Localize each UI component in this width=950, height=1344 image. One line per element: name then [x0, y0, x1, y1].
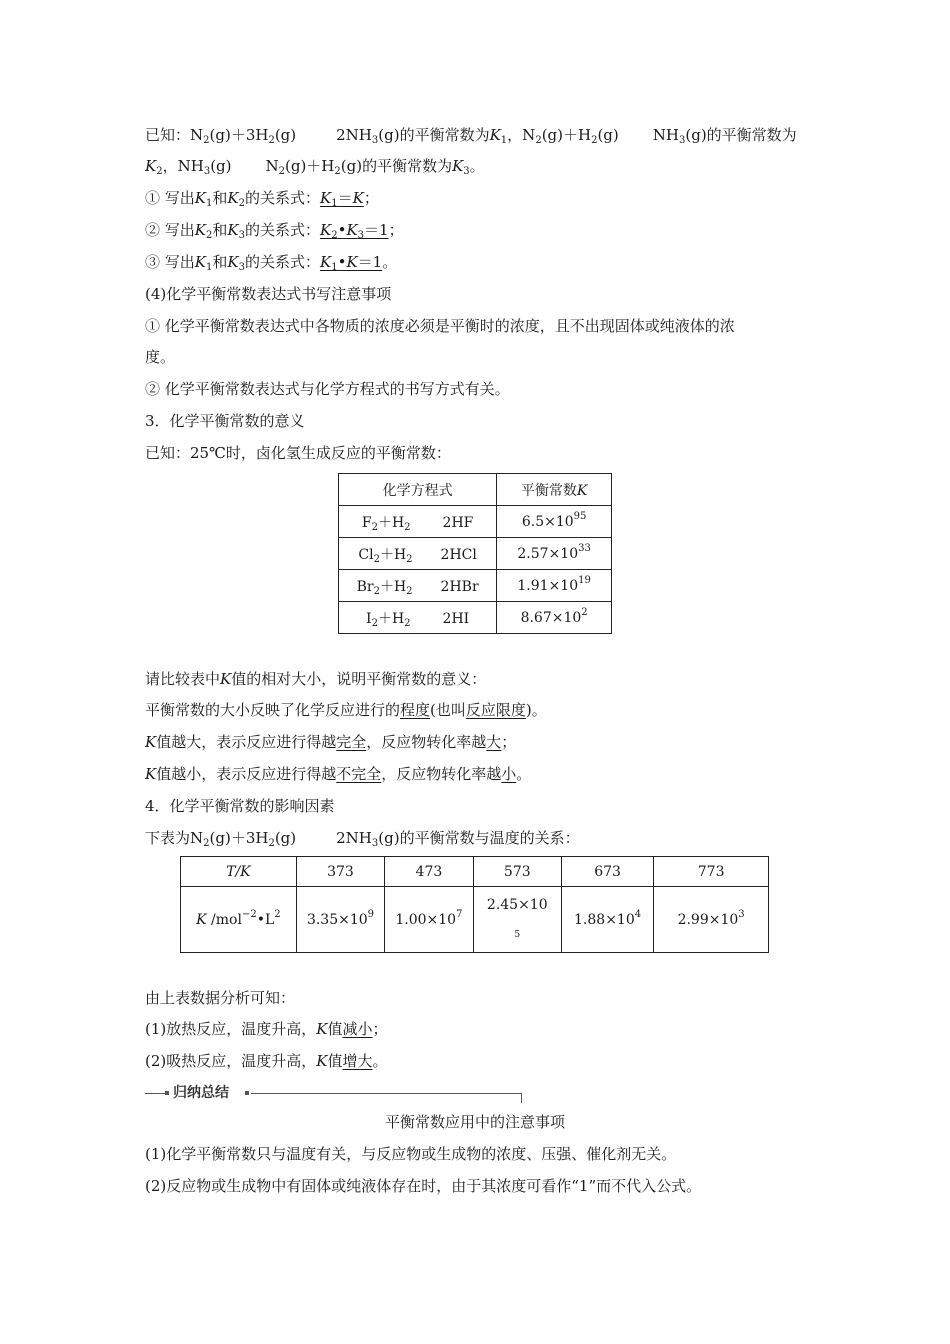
- text-line: 请比较表中K值的相对大小，说明平衡常数的意义：: [145, 670, 487, 688]
- table-header: 473: [385, 857, 473, 887]
- text-line: K值越小，表示反应进行得越不完全，反应物转化率越小。: [145, 765, 532, 783]
- halide-equilibrium-table: [338, 473, 612, 634]
- divider: [521, 1093, 522, 1103]
- text-line: (2)反应物或生成物中有固体或纯液体存在时，由于其浓度可看作“1”而不代入公式。: [145, 1177, 702, 1195]
- table-cell: $Br_2+H_2$ 2HBr: [339, 570, 497, 602]
- divider: [251, 1093, 521, 1094]
- text-line: ③ 写出$K_1$和$K_3$的关系式：$K_1•K=1$。: [145, 253, 398, 273]
- table-header: 373: [296, 857, 384, 887]
- divider: [145, 1093, 167, 1094]
- text-line: ① 化学平衡常数表达式中各物质的浓度必须是平衡时的浓度，且不出现固体或纯液体的浓: [145, 317, 735, 335]
- text-line: K值越大，表示反应进行得越完全，反应物转化率越大；: [145, 733, 517, 751]
- table-cell: $I_2+H_2$ 2HI: [339, 602, 497, 634]
- section-heading: 4．化学平衡常数的影响因素: [145, 797, 335, 815]
- table-cell: $2.99\times 10^3$: [654, 887, 769, 953]
- text-line: 度。: [145, 348, 176, 366]
- text-line: ② 化学平衡常数表达式与化学方程式的书写方式有关。: [145, 380, 510, 398]
- table-cell: $1.00\times 10^7$: [385, 887, 473, 953]
- table-cell: K $/mol^{-2}•L^2$: [181, 887, 297, 953]
- text-line: $K_2$，$NH_3(g)$ $N_2(g)+H_2(g)$的平衡常数为$K_3$。: [145, 157, 485, 177]
- table-cell: $8.67\times 10^2$: [497, 602, 612, 634]
- section-heading: (4)化学平衡常数表达式书写注意事项: [145, 285, 392, 303]
- table-row: [339, 538, 612, 570]
- text-line: 已知：$N_2(g)+3H_2(g)$ $2NH_3(g)$的平衡常数为$K_1$，$N_2(g)+H_2(g)$ $NH_3(g)$的平衡常数为: [145, 126, 797, 146]
- table-cell: $1.88\times 10^4$: [561, 887, 653, 953]
- table-header: 化学方程式: [339, 474, 497, 506]
- text-line: 已知：25℃时，卤化氢生成反应的平衡常数：: [145, 444, 451, 462]
- text-line: (2)吸热反应，温度升高，K值增大。: [145, 1052, 388, 1070]
- table-cell: $3.35\times 10^9$: [296, 887, 384, 953]
- table-cell: $Cl_2+H_2$ 2HCl: [339, 538, 497, 570]
- table-header: 573: [473, 857, 561, 887]
- table-row: [339, 602, 612, 634]
- table-header: 673: [561, 857, 653, 887]
- table-header: 773: [654, 857, 769, 887]
- summary-header: [145, 1086, 525, 1106]
- temperature-k-table: [180, 856, 769, 953]
- table-cell: $1.91\times 10^{19}$: [497, 570, 612, 602]
- text-line: ② 写出$K_2$和$K_3$的关系式：$K_2•K_3=1$；: [145, 221, 404, 241]
- table-cell: $2.57\times 10^{33}$: [497, 538, 612, 570]
- table-cell: 2.45×10 5: [473, 887, 561, 953]
- text-line: ① 写出$K_1$和$K_2$的关系式：$K_1=K$；: [145, 189, 379, 209]
- table-header: T/K: [181, 857, 297, 887]
- bullet-dot-icon: [165, 1091, 169, 1095]
- table-row: [339, 506, 612, 538]
- text-line: (1)放热反应，温度升高，K值减小；: [145, 1020, 388, 1038]
- section-heading: 3．化学平衡常数的意义: [145, 412, 305, 430]
- summary-title: 平衡常数应用中的注意事项: [384, 1113, 565, 1131]
- bullet-dot-icon: [245, 1091, 249, 1095]
- table-row: [339, 570, 612, 602]
- table-header: 平衡常数K: [497, 474, 612, 506]
- table-cell: $F_2+H_2$ 2HF: [339, 506, 497, 538]
- summary-label: 归纳总结: [173, 1085, 229, 1101]
- table-row: [181, 887, 769, 953]
- table-cell: $6.5\times 10^{95}$: [497, 506, 612, 538]
- text-line: 平衡常数的大小反映了化学反应进行的程度(也叫反应限度)。: [145, 701, 547, 719]
- text-line: 下表为$N_2(g)+3H_2(g)$ $2NH_3(g)$的平衡常数与温度的关系：: [145, 829, 580, 849]
- text-line: 由上表数据分析可知：: [145, 989, 296, 1007]
- text-line: (1)化学平衡常数只与温度有关，与反应物或生成物的浓度、压强、催化剂无关。: [145, 1145, 677, 1163]
